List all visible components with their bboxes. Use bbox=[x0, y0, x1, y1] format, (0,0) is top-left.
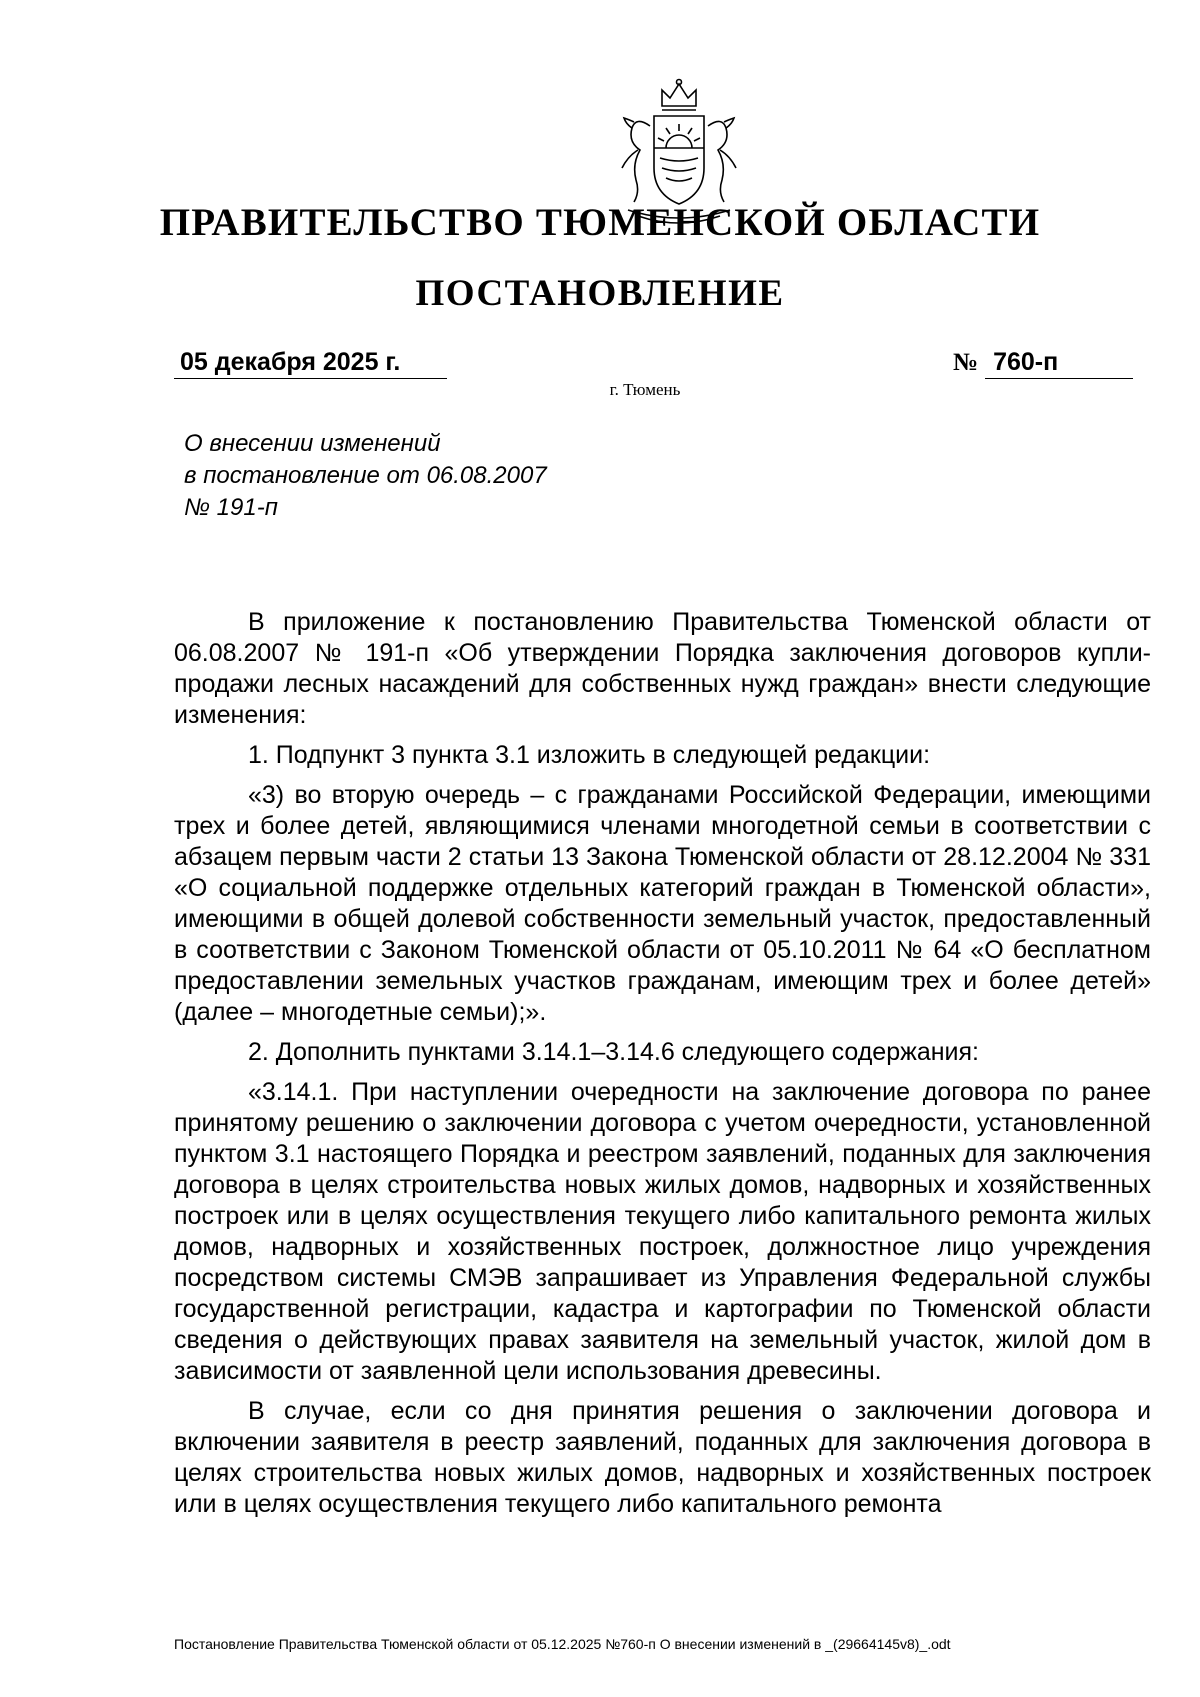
document-body bbox=[174, 607, 1151, 1529]
body-paragraph: «3) во вторую очередь – с гражданами Российской Федерации, имеющими трех и более детей, являющимися членами многодетной семьи в соответствии с абзацем первым части 2 статьи 13 Закона Тюменской области от 28.12.2004 № 331 «О социальной поддержке отдельных категорий граждан в Тюменской области», имеющими в общей долевой собственности земельный участок, предоставленный в соответствии с Законом Тюменской области от 05.10.2011 № 64 «О бесплатном предоставлении земельных участков гражданам, имеющим трех и более детей» (далее – многодетные семьи);». bbox=[174, 781, 1151, 1026]
subject-line: в постановление от 06.08.2007 bbox=[184, 462, 547, 489]
document-date: 05 декабря 2025 г. bbox=[174, 346, 447, 379]
organization-title: ПРАВИТЕЛЬСТВО ТЮМЕНСКОЙ ОБЛАСТИ bbox=[159, 201, 1041, 244]
body-paragraph: «3.14.1. При наступлении очередности на заключение договора по ранее принятому решению о заключении договора с учетом очередности, установленной пунктом 3.1 настоящего Порядка и реестром заявлений, поданных для заключения договора в целях строительства новых жилых домов, надворных и хозяйственных построек или в целях осуществления текущего либо капитального ремонта жилых домов, надворных и хозяйственных построек, должностное лицо учреждения посредством системы СМЭВ запрашивает из Управления Федеральной службы государственной регистрации, кадастра и картографии по Тюменской области сведения о действующих правах заявителя на земельный участок, жилой дом в зависимости от заявленной цели использования древесины. bbox=[174, 1078, 1151, 1385]
document-number-field bbox=[953, 346, 1131, 379]
body-paragraph: В приложение к постановлению Правительства Тюменской области от 06.08.2007 № 191-п «Об утверждении Порядка заключения договоров купли-продажи лесных насаждений для собственных нужд граждан» внести следующие изменения: bbox=[174, 608, 1151, 729]
subject-line: О внесении изменений bbox=[184, 430, 441, 457]
document-number: 760-п bbox=[985, 346, 1133, 379]
document-city: г. Тюмень bbox=[609, 380, 681, 399]
body-paragraph: 1. Подпункт 3 пункта 3.1 изложить в следующей редакции: bbox=[248, 741, 931, 769]
document-subject bbox=[184, 428, 547, 524]
document-type-heading: ПОСТАНОВЛЕНИЕ bbox=[415, 273, 785, 314]
body-paragraph: В случае, если со дня принятия решения о заключении договора и включении заявителя в реестр заявлений, поданных для заключения договора в целях строительства новых жилых домов, надворных и хозяйственных построек или в целях осуществления текущего либо капитального ремонта bbox=[174, 1397, 1151, 1518]
body-paragraph: 2. Дополнить пунктами 3.14.1–3.14.6 следующего содержания: bbox=[248, 1038, 979, 1066]
page-footer: Постановление Правительства Тюменской области от 05.12.2025 №760-п О внесении изменений в _(29664145v8)_.odt bbox=[174, 1636, 951, 1652]
subject-line: № 191-п bbox=[184, 494, 278, 521]
number-sign: № bbox=[953, 349, 979, 376]
